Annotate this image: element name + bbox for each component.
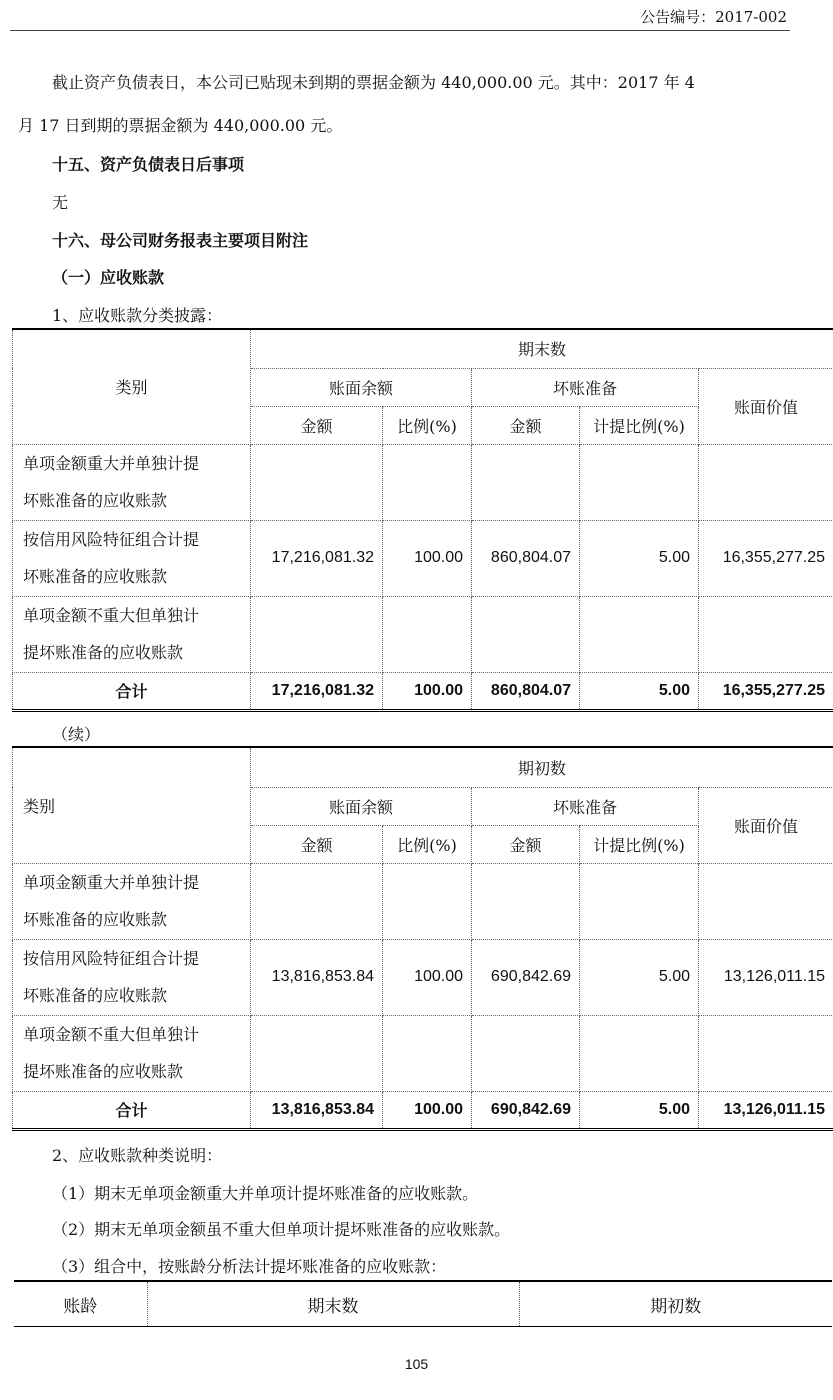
section-16-title: 十六、母公司财务报表主要项目附注 xyxy=(52,231,309,250)
total-bad-debt: 860,804.07 xyxy=(472,672,580,710)
subsection-receivables: （一）应收账款 xyxy=(52,268,165,287)
section-15-body: 无 xyxy=(52,193,69,212)
cell-ratio: 100.00 xyxy=(383,520,472,596)
total-book-value: 13,126,011.15 xyxy=(699,1091,833,1129)
receivables-table-end xyxy=(12,328,833,712)
cell-amount: 13,816,853.84 xyxy=(251,939,383,1015)
header-ratio: 比例(%) xyxy=(383,825,472,863)
total-row xyxy=(13,672,833,710)
intro-line-1: 截止资产负债表日，本公司已贴现未到期的票据金额为 440,000.00 元。其中：2017 年 4 xyxy=(52,73,695,92)
cell-book-value: 16,355,277.25 xyxy=(699,520,833,596)
row-label: 单项金额重大并单独计提 坏账准备的应收账款 xyxy=(13,863,251,939)
header-book-value: 账面价值 xyxy=(699,787,833,863)
header-period-begin: 期初数 xyxy=(519,1281,832,1327)
intro-line-2: 月 17 日到期的票据金额为 440,000.00 元。 xyxy=(18,116,343,135)
header-amount: 金额 xyxy=(472,825,580,863)
header-category: 类别 xyxy=(13,747,251,863)
row-label: 单项金额不重大但单独计 提坏账准备的应收账款 xyxy=(13,596,251,672)
header-period-end: 期末数 xyxy=(147,1281,519,1327)
table-row xyxy=(13,520,833,596)
header-provision-ratio: 计提比例(%) xyxy=(580,825,699,863)
header-rule xyxy=(10,30,790,31)
header-ratio: 比例(%) xyxy=(383,406,472,444)
document-number: 公告编号：2017-002 xyxy=(640,8,787,26)
item-2-heading: 2、应收账款种类说明： xyxy=(52,1146,223,1165)
row-label: 单项金额不重大但单独计 提坏账准备的应收账款 xyxy=(13,1015,251,1091)
header-period: 期末数 xyxy=(251,329,833,368)
section-15-title: 十五、资产负债表日后事项 xyxy=(52,155,245,174)
table-row xyxy=(13,939,833,1015)
header-bad-debt: 坏账准备 xyxy=(472,368,699,406)
total-ratio: 100.00 xyxy=(383,1091,472,1129)
note-1: （1）期末无单项金额重大并单项计提坏账准备的应收账款。 xyxy=(52,1184,479,1203)
table-row xyxy=(13,444,833,520)
total-book-value: 16,355,277.25 xyxy=(699,672,833,710)
total-provision-ratio: 5.00 xyxy=(580,1091,699,1129)
total-ratio: 100.00 xyxy=(383,672,472,710)
table-row xyxy=(13,863,833,939)
row-label: 按信用风险特征组合计提 坏账准备的应收账款 xyxy=(13,520,251,596)
header-provision-ratio: 计提比例(%) xyxy=(580,406,699,444)
item-1-heading: 1、应收账款分类披露： xyxy=(52,306,223,325)
table-row xyxy=(13,1015,833,1091)
header-amount: 金额 xyxy=(251,825,383,863)
aging-table xyxy=(14,1280,832,1327)
total-amount: 13,816,853.84 xyxy=(251,1091,383,1129)
cell-bad-debt: 690,842.69 xyxy=(472,939,580,1015)
header-amount: 金额 xyxy=(251,406,383,444)
header-book-balance: 账面余额 xyxy=(251,368,472,406)
total-label: 合计 xyxy=(13,1091,251,1129)
cell-bad-debt: 860,804.07 xyxy=(472,520,580,596)
total-provision-ratio: 5.00 xyxy=(580,672,699,710)
header-period: 期初数 xyxy=(251,747,833,787)
header-book-value: 账面价值 xyxy=(699,368,833,444)
page-number: 105 xyxy=(404,1356,429,1372)
cell-provision-ratio: 5.00 xyxy=(580,520,699,596)
total-bad-debt: 690,842.69 xyxy=(472,1091,580,1129)
cell-ratio: 100.00 xyxy=(383,939,472,1015)
cell-book-value: 13,126,011.15 xyxy=(699,939,833,1015)
row-label: 单项金额重大并单独计提 坏账准备的应收账款 xyxy=(13,444,251,520)
total-amount: 17,216,081.32 xyxy=(251,672,383,710)
header-category: 类别 xyxy=(13,329,251,444)
cell-provision-ratio: 5.00 xyxy=(580,939,699,1015)
header-aging: 账龄 xyxy=(14,1281,147,1327)
header-amount: 金额 xyxy=(472,406,580,444)
table-row xyxy=(13,596,833,672)
total-row xyxy=(13,1091,833,1129)
note-2: （2）期末无单项金额虽不重大但单项计提坏账准备的应收账款。 xyxy=(52,1220,511,1239)
total-label: 合计 xyxy=(13,672,251,710)
header-bad-debt: 坏账准备 xyxy=(472,787,699,825)
note-3: （3）组合中，按账龄分析法计提坏账准备的应收账款： xyxy=(52,1257,447,1276)
header-book-balance: 账面余额 xyxy=(251,787,472,825)
cell-amount: 17,216,081.32 xyxy=(251,520,383,596)
receivables-table-begin xyxy=(12,746,833,1131)
continued-label: （续） xyxy=(52,725,101,744)
row-label: 按信用风险特征组合计提 坏账准备的应收账款 xyxy=(13,939,251,1015)
